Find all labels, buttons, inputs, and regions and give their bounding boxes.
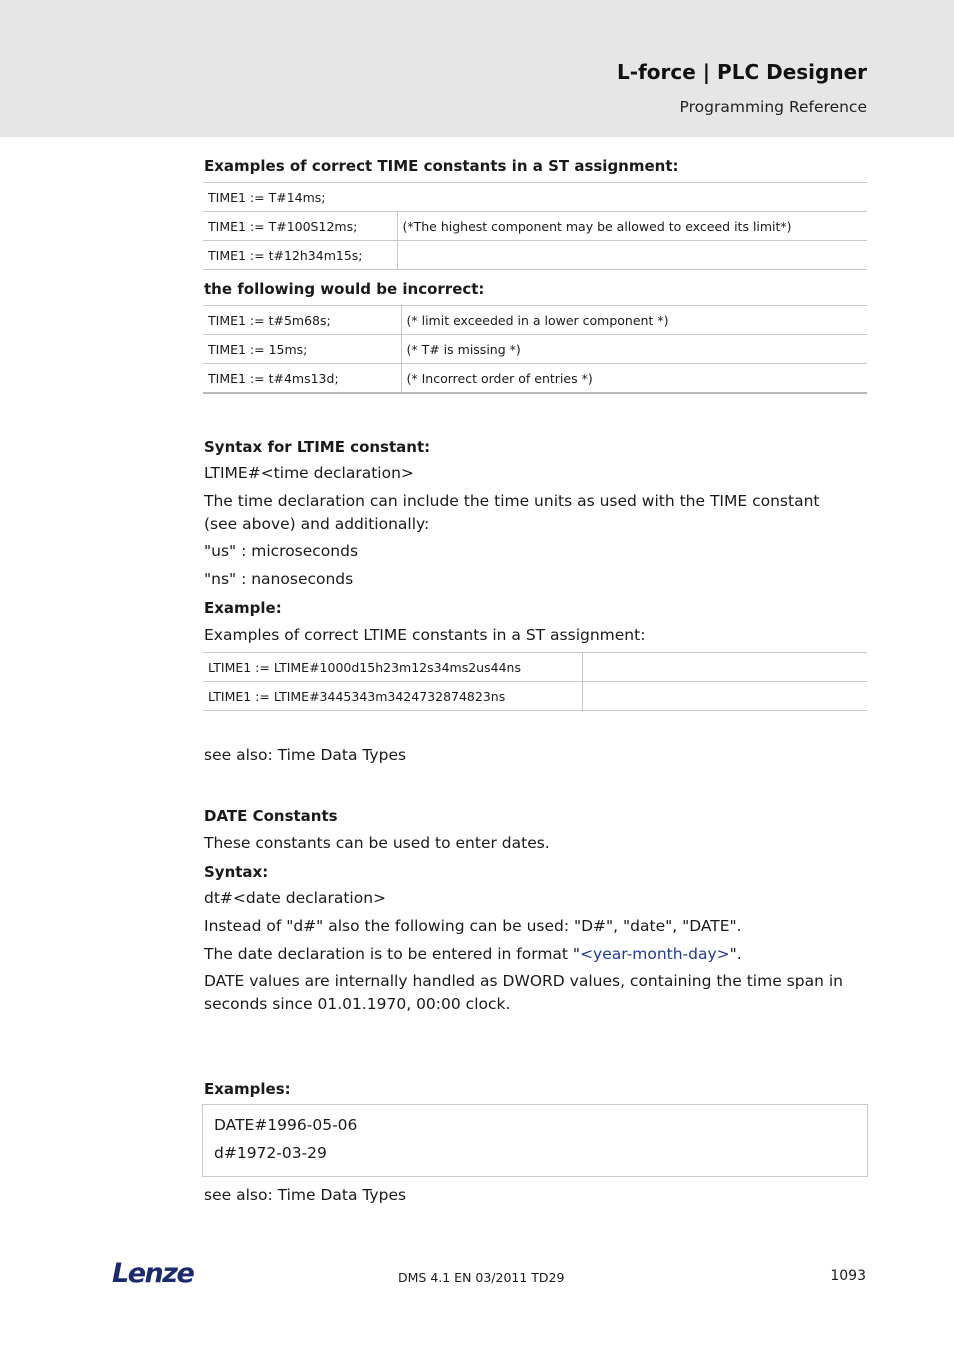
see-also-link[interactable]: see also: Time Data Types	[204, 746, 407, 764]
document-id: DMS 4.1 EN 03/2011 TD29	[398, 1270, 565, 1285]
table-row	[203, 183, 867, 212]
code-cell: TIME1 := t#4ms13d;	[203, 364, 401, 394]
ltime-description: The time declaration can include the time units as used with the TIME constant (see above) and additionally:	[204, 492, 820, 533]
date-format-line	[204, 943, 742, 966]
date-syntax: dt#<date declaration>	[204, 889, 387, 907]
correct-time-table	[203, 182, 867, 270]
example-line: d#1972-03-29	[214, 1144, 327, 1162]
comment-cell: (* limit exceeded in a lower component *)	[401, 306, 867, 335]
format-suffix: ".	[729, 945, 742, 963]
comment-cell	[397, 241, 867, 270]
unit-ns: "ns" : nanoseconds	[204, 570, 354, 588]
comment-cell	[582, 682, 867, 711]
document-title: L-force | PLC Designer	[617, 60, 867, 84]
ltime-table	[203, 652, 867, 711]
code-cell: TIME1 := 15ms;	[203, 335, 401, 364]
format-prefix: The date declaration is to be entered in format "	[204, 945, 581, 963]
dword-note: DATE values are internally handled as DWORD values, containing the time span in seconds since 01.01.1970, 00:00 clock.	[204, 972, 843, 1013]
table-row	[203, 212, 867, 241]
time-examples-heading: Examples of correct TIME constants in a ST assignment:	[204, 157, 679, 175]
table-row	[203, 682, 867, 711]
code-cell: TIME1 := T#14ms;	[203, 183, 397, 212]
comment-cell	[582, 653, 867, 682]
ltime-syntax: LTIME#<time declaration>	[204, 464, 414, 482]
syntax-label: Syntax:	[204, 863, 269, 881]
table-row	[203, 306, 867, 335]
incorrect-time-table	[203, 305, 867, 394]
code-cell: LTIME1 := LTIME#3445343m3424732874823ns	[203, 682, 582, 711]
comment-cell: (* Incorrect order of entries *)	[401, 364, 867, 394]
ltime-example-intro: Examples of correct LTIME constants in a ST assignment:	[204, 626, 646, 644]
date-heading: DATE Constants	[204, 807, 338, 825]
table-row	[203, 335, 867, 364]
examples-box	[202, 1104, 868, 1177]
example-line: DATE#1996-05-06	[214, 1116, 358, 1134]
lenze-logo: Lenze	[112, 1258, 194, 1289]
incorrect-heading: the following would be incorrect:	[204, 280, 485, 298]
date-alternatives: Instead of "d#" also the following can be used: "D#", "date", "DATE".	[204, 917, 742, 935]
format-link[interactable]: <year-month-day>	[580, 945, 730, 963]
table-row	[203, 241, 867, 270]
comment-cell: (*The highest component may be allowed to exceed its limit*)	[397, 212, 867, 241]
comment-cell	[397, 183, 867, 212]
code-cell: TIME1 := T#100S12ms;	[203, 212, 397, 241]
unit-us: "us" : microseconds	[204, 542, 359, 560]
code-cell: TIME1 := t#5m68s;	[203, 306, 401, 335]
table-row	[203, 653, 867, 682]
comment-cell: (* T# is missing *)	[401, 335, 867, 364]
code-cell: TIME1 := t#12h34m15s;	[203, 241, 397, 270]
date-intro: These constants can be used to enter dates.	[204, 834, 550, 852]
page-number: 1093	[830, 1268, 866, 1284]
see-also-link[interactable]: see also: Time Data Types	[204, 1186, 407, 1204]
ltime-heading: Syntax for LTIME constant:	[204, 438, 431, 456]
document-subtitle: Programming Reference	[679, 98, 867, 116]
code-cell: LTIME1 := LTIME#1000d15h23m12s34ms2us44ns	[203, 653, 582, 682]
page-header	[0, 0, 954, 137]
examples-label: Examples:	[204, 1080, 291, 1098]
table-row	[203, 364, 867, 394]
example-label: Example:	[204, 599, 282, 617]
